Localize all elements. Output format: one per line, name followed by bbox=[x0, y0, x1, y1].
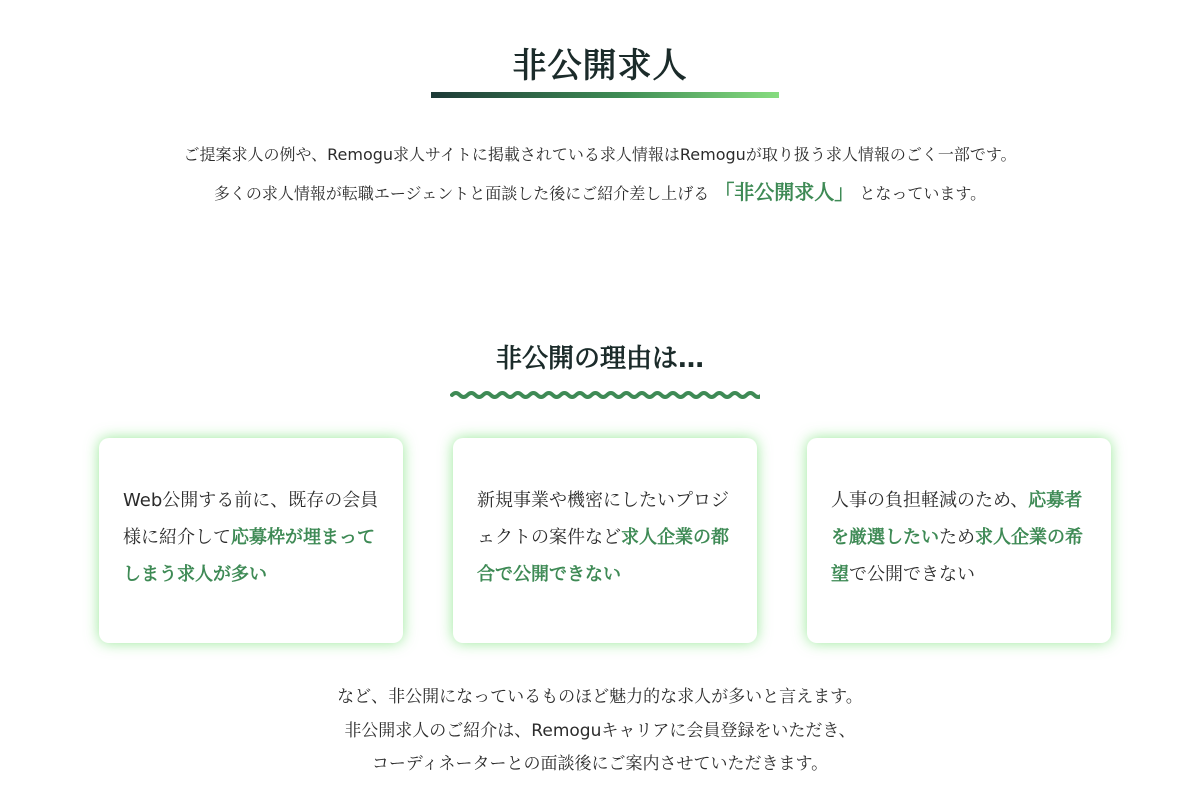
title-underline bbox=[431, 92, 779, 98]
reason-card-1 bbox=[99, 438, 403, 643]
reason-card-2 bbox=[453, 438, 757, 643]
reason-highlight-text: 求人企業の希望 bbox=[831, 527, 1083, 585]
reason-text: ため bbox=[939, 527, 975, 548]
intro-text-before: 多くの求人情報が転職エージェントと面談した後にご紹介差し上げる bbox=[213, 184, 710, 203]
reasons-title: 非公開の理由は… bbox=[495, 344, 704, 374]
intro-text-after: となっています。 bbox=[859, 184, 987, 203]
intro-text-line-1: ご提案求人の例や、Remogu求人サイトに掲載されている求人情報はRemoguが取り扱う求人情報のごく一部です。 bbox=[183, 145, 1017, 164]
outro-text-line-2: 非公開求人のご紹介は、Remoguキャリアに会員登録をいただき、 bbox=[344, 721, 856, 741]
reason-text: Web公開する前に、既存の会員様に紹介して bbox=[123, 490, 379, 548]
reason-text: で公開できない bbox=[849, 564, 975, 585]
page-title: 非公開求人 bbox=[512, 46, 688, 86]
reason-card-text bbox=[123, 482, 379, 593]
intro-highlight-private-jobs: 「非公開求人」 bbox=[714, 180, 855, 204]
reason-card-text bbox=[477, 482, 733, 593]
reason-highlight-text: 応募者を厳選したい bbox=[831, 490, 1083, 548]
reason-highlight-text: 求人企業の都合で公開できない bbox=[477, 527, 729, 585]
reason-card-text bbox=[831, 482, 1087, 593]
reason-text: 新規事業や機密にしたいプロジェクトの案件など bbox=[477, 490, 729, 548]
outro-text-line-3: コーディネーターとの面談後にご案内させていただきます。 bbox=[371, 754, 829, 774]
outro-text-line-1: など、非公開になっているものほど魅力的な求人が多いと言えます。 bbox=[337, 687, 863, 707]
intro-text-line-2 bbox=[0, 176, 1200, 205]
wavy-divider bbox=[450, 386, 760, 404]
reason-highlight-text: 応募枠が埋まってしまう求人が多い bbox=[123, 527, 375, 585]
reason-card-3 bbox=[807, 438, 1111, 643]
reason-text: 人事の負担軽減のため、 bbox=[831, 490, 1029, 511]
